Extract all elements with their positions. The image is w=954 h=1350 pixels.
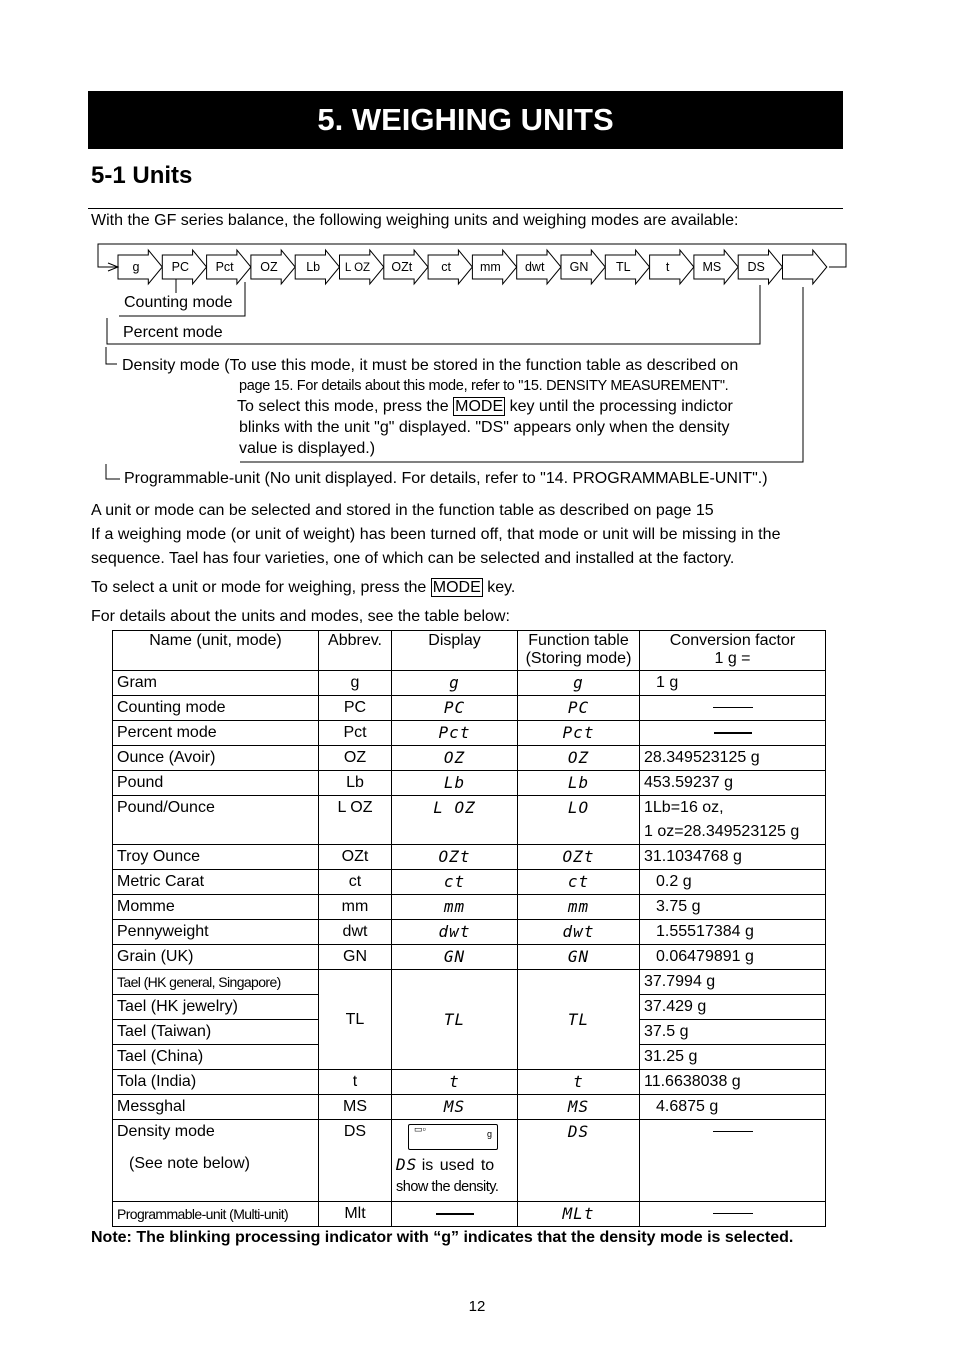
unit-display: Lb — [392, 771, 518, 796]
header-func-line2: (Storing mode) — [525, 650, 632, 667]
density-mode-label: Density mode (To use this mode, it must be stored in the function table as described on — [122, 357, 739, 374]
unit-conversion: 0.06479891 g — [640, 945, 826, 970]
unit-name: Pound — [113, 771, 319, 796]
tael-name-3: Tael (China) — [113, 1045, 319, 1070]
unit-display: L OZ — [392, 796, 518, 845]
table-row — [113, 845, 826, 870]
programmable-name: Programmable-unit (Multi-unit) — [113, 1202, 319, 1227]
details-paragraph: For details about the units and modes, see the table below: — [91, 608, 510, 625]
select-text-post: key. — [487, 579, 516, 596]
unit-conversion: 31.1034768 g — [640, 845, 826, 870]
table-row — [113, 796, 826, 845]
conversion-line-1: 1Lb=16 oz, — [644, 799, 724, 816]
unit-name: Grain (UK) — [113, 945, 319, 970]
density-note: Note: The blinking processing indicator with “g” indicates that the density mode is selected. — [91, 1229, 794, 1246]
table-row — [113, 671, 826, 696]
density-ref-text: page 15. For details about this mode, refer to "15. DENSITY MEASUREMENT". — [239, 378, 729, 394]
tael-conv-0: 37.7994 g — [640, 970, 826, 995]
table-row — [113, 1095, 826, 1120]
table-row — [113, 870, 826, 895]
tael-name-2: Tael (Taiwan) — [113, 1020, 319, 1045]
unit-conversion: 11.6638038 g — [640, 1070, 826, 1095]
unit-conversion — [640, 721, 826, 746]
density-ds-note — [396, 1154, 513, 1177]
sequence-unit-label: mm — [479, 260, 501, 274]
unit-name: Messghal — [113, 1095, 319, 1120]
unit-function-table: OZt — [518, 845, 640, 870]
unit-abbrev: mm — [319, 895, 392, 920]
unit-abbrev: GN — [319, 945, 392, 970]
unit-function-table: MS — [518, 1095, 640, 1120]
sequence-arrow — [783, 250, 827, 284]
unit-name: Pound/Ounce — [113, 796, 319, 845]
missing-paragraph-1: If a weighing mode (or unit of weight) has been turned off, that mode or unit will be missing in the — [91, 526, 781, 543]
sequence-unit-label: GN — [569, 260, 589, 274]
unit-function-table: OZ — [518, 746, 640, 771]
density-abbrev: DS — [319, 1120, 392, 1202]
unit-abbrev: PC — [319, 696, 392, 721]
tael-name-0: Tael (HK general, Singapore) — [113, 970, 319, 995]
table-row — [113, 1070, 826, 1095]
unit-abbrev: MS — [319, 1095, 392, 1120]
unit-display: t — [392, 1070, 518, 1095]
unit-display: Pct — [392, 721, 518, 746]
unit-display: PC — [392, 696, 518, 721]
table-row — [113, 696, 826, 721]
tael-abbrev: TL — [319, 970, 392, 1070]
lcd-unit-g: g — [486, 1129, 492, 1139]
sequence-unit-label: PC — [171, 260, 189, 274]
unit-name: Pennyweight — [113, 920, 319, 945]
unit-display: OZ — [392, 746, 518, 771]
select-text-pre: To select a unit or mode for weighing, press the — [91, 579, 427, 596]
tael-func: TL — [518, 970, 640, 1070]
programmable-abbrev: Mlt — [319, 1202, 392, 1227]
density-bracket — [106, 347, 117, 364]
density-value-text: value is displayed.) — [239, 440, 376, 457]
unit-name: Ounce (Avoir) — [113, 746, 319, 771]
missing-paragraph-2: sequence. Tael has four varieties, one of which can be selected and installed at the factory. — [91, 550, 735, 567]
table-row — [113, 945, 826, 970]
programmable-unit-label: Programmable-unit (No unit displayed. For details, refer to "14. PROGRAMMABLE-UNIT".) — [124, 470, 768, 487]
table-row — [113, 721, 826, 746]
ds-text-2: show the density. — [396, 1179, 499, 1195]
unit-abbrev: g — [319, 671, 392, 696]
unit-conversion: 453.59237 g — [640, 771, 826, 796]
select-paragraph — [91, 579, 515, 597]
unit-display: ct — [392, 870, 518, 895]
unit-abbrev: Lb — [319, 771, 392, 796]
density-see-note: (See note below) — [129, 1155, 250, 1172]
store-paragraph: A unit or mode can be selected and stored in the function table as described on page 15 — [91, 502, 714, 519]
tael-conv-3: 31.25 g — [640, 1045, 826, 1070]
mode-key-label: MODE — [455, 398, 504, 415]
unit-display: OZt — [392, 845, 518, 870]
programmable-bracket — [106, 464, 120, 479]
units-table — [112, 630, 826, 1227]
tael-name-1: Tael (HK jewelry) — [113, 995, 319, 1020]
intro-text: With the GF series balance, the following weighing units and weighing modes are available: — [91, 212, 739, 229]
unit-abbrev: Pct — [319, 721, 392, 746]
unit-function-table: ct — [518, 870, 640, 895]
unit-name: Percent mode — [113, 721, 319, 746]
tael-conv-2: 37.5 g — [640, 1020, 826, 1045]
unit-function-table: mm — [518, 895, 640, 920]
header-name: Name (unit, mode) — [113, 631, 319, 671]
chapter-title: 5. WEIGHING UNITS — [88, 91, 843, 149]
mode-key-label-2: MODE — [432, 579, 481, 596]
table-row — [113, 746, 826, 771]
sequence-arrow — [650, 250, 694, 284]
programmable-conv — [640, 1202, 826, 1227]
sequence-unit-label: g — [132, 260, 140, 274]
density-name-cell — [113, 1120, 319, 1202]
sequence-unit-label: OZ — [260, 260, 278, 274]
density-select-post: key until the processing indictor — [509, 398, 733, 415]
unit-display: GN — [392, 945, 518, 970]
unit-name: Metric Carat — [113, 870, 319, 895]
header-conv-line1: Conversion factor — [669, 632, 796, 649]
sequence-unit-label: Lb — [306, 260, 321, 274]
header-function-table — [518, 631, 640, 671]
table-row-density — [113, 1120, 826, 1202]
density-name: Density mode — [117, 1123, 215, 1140]
header-conv-line2: 1 g = — [714, 650, 751, 667]
sequence-unit-label: ct — [441, 260, 451, 274]
sequence-unit-label: L OZ — [344, 262, 371, 274]
unit-function-table: Lb — [518, 771, 640, 796]
sequence-unit-label: Pct — [215, 260, 234, 274]
unit-conversion: 28.349523125 g — [640, 746, 826, 771]
unit-name: Troy Ounce — [113, 845, 319, 870]
unit-conversion: 1 g — [640, 671, 826, 696]
sequence-unit-label: OZt — [391, 260, 413, 274]
ds-word: DS — [396, 1155, 418, 1174]
lcd-indicator-icon: ▭▫ — [414, 1124, 426, 1134]
unit-name: Gram — [113, 671, 319, 696]
tael-display: TL — [392, 970, 518, 1070]
unit-name: Counting mode — [113, 696, 319, 721]
unit-conversion — [640, 796, 826, 845]
unit-function-table: PC — [518, 696, 640, 721]
programmable-display — [392, 1202, 518, 1227]
header-func-line1: Function table — [528, 632, 629, 649]
table-row-programmable — [113, 1202, 826, 1227]
table-row — [113, 920, 826, 945]
density-select-pre: To select this mode, press the — [237, 398, 449, 415]
unit-name: Tola (India) — [113, 1070, 319, 1095]
programmable-func: MLt — [518, 1202, 640, 1227]
sequence-unit-label: dwt — [524, 260, 545, 274]
unit-function-table: g — [518, 671, 640, 696]
unit-conversion: 4.6875 g — [640, 1095, 826, 1120]
density-func: DS — [518, 1120, 640, 1202]
section-title: 5-1 Units — [91, 162, 193, 189]
unit-abbrev: ct — [319, 870, 392, 895]
lcd-display-icon — [408, 1124, 498, 1150]
unit-function-table: Pct — [518, 721, 640, 746]
table-row — [113, 895, 826, 920]
counting-mode-label: Counting mode — [124, 294, 233, 311]
unit-conversion — [640, 696, 826, 721]
sequence-unit-label: TL — [616, 260, 631, 274]
page-number: 12 — [468, 1298, 486, 1315]
header-conversion — [640, 631, 826, 671]
unit-conversion: 3.75 g — [640, 895, 826, 920]
unit-display: g — [392, 671, 518, 696]
sequence-unit-label: MS — [702, 260, 722, 274]
unit-conversion: 1.55517384 g — [640, 920, 826, 945]
unit-function-table: dwt — [518, 920, 640, 945]
unit-abbrev: L OZ — [319, 796, 392, 845]
percent-mode-label: Percent mode — [123, 324, 223, 341]
table-row-tael — [113, 970, 826, 995]
density-conv — [640, 1120, 826, 1202]
unit-display: dwt — [392, 920, 518, 945]
sequence-unit-label: DS — [747, 260, 765, 274]
unit-display: MS — [392, 1095, 518, 1120]
density-select-text — [237, 398, 733, 416]
unit-display: mm — [392, 895, 518, 920]
header-display: Display — [392, 631, 518, 671]
table-row — [113, 771, 826, 796]
sequence-arrow — [118, 250, 162, 284]
ds-text: is used to — [421, 1157, 495, 1174]
unit-abbrev: dwt — [319, 920, 392, 945]
conversion-line-2: 1 oz=28.349523125 g — [644, 823, 800, 840]
unit-name: Momme — [113, 895, 319, 920]
unit-abbrev: OZ — [319, 746, 392, 771]
tael-conv-1: 37.429 g — [640, 995, 826, 1020]
header-abbrev: Abbrev. — [319, 631, 392, 671]
unit-function-table: t — [518, 1070, 640, 1095]
density-display-cell — [392, 1120, 518, 1202]
unit-function-table: LO — [518, 796, 640, 845]
unit-function-table: GN — [518, 945, 640, 970]
sequence-unit-label: t — [665, 260, 670, 274]
unit-conversion: 0.2 g — [640, 870, 826, 895]
density-blink-text: blinks with the unit "g" displayed. "DS" appears only when the density — [239, 419, 730, 436]
unit-abbrev: t — [319, 1070, 392, 1095]
table-header-row — [113, 631, 826, 671]
unit-abbrev: OZt — [319, 845, 392, 870]
